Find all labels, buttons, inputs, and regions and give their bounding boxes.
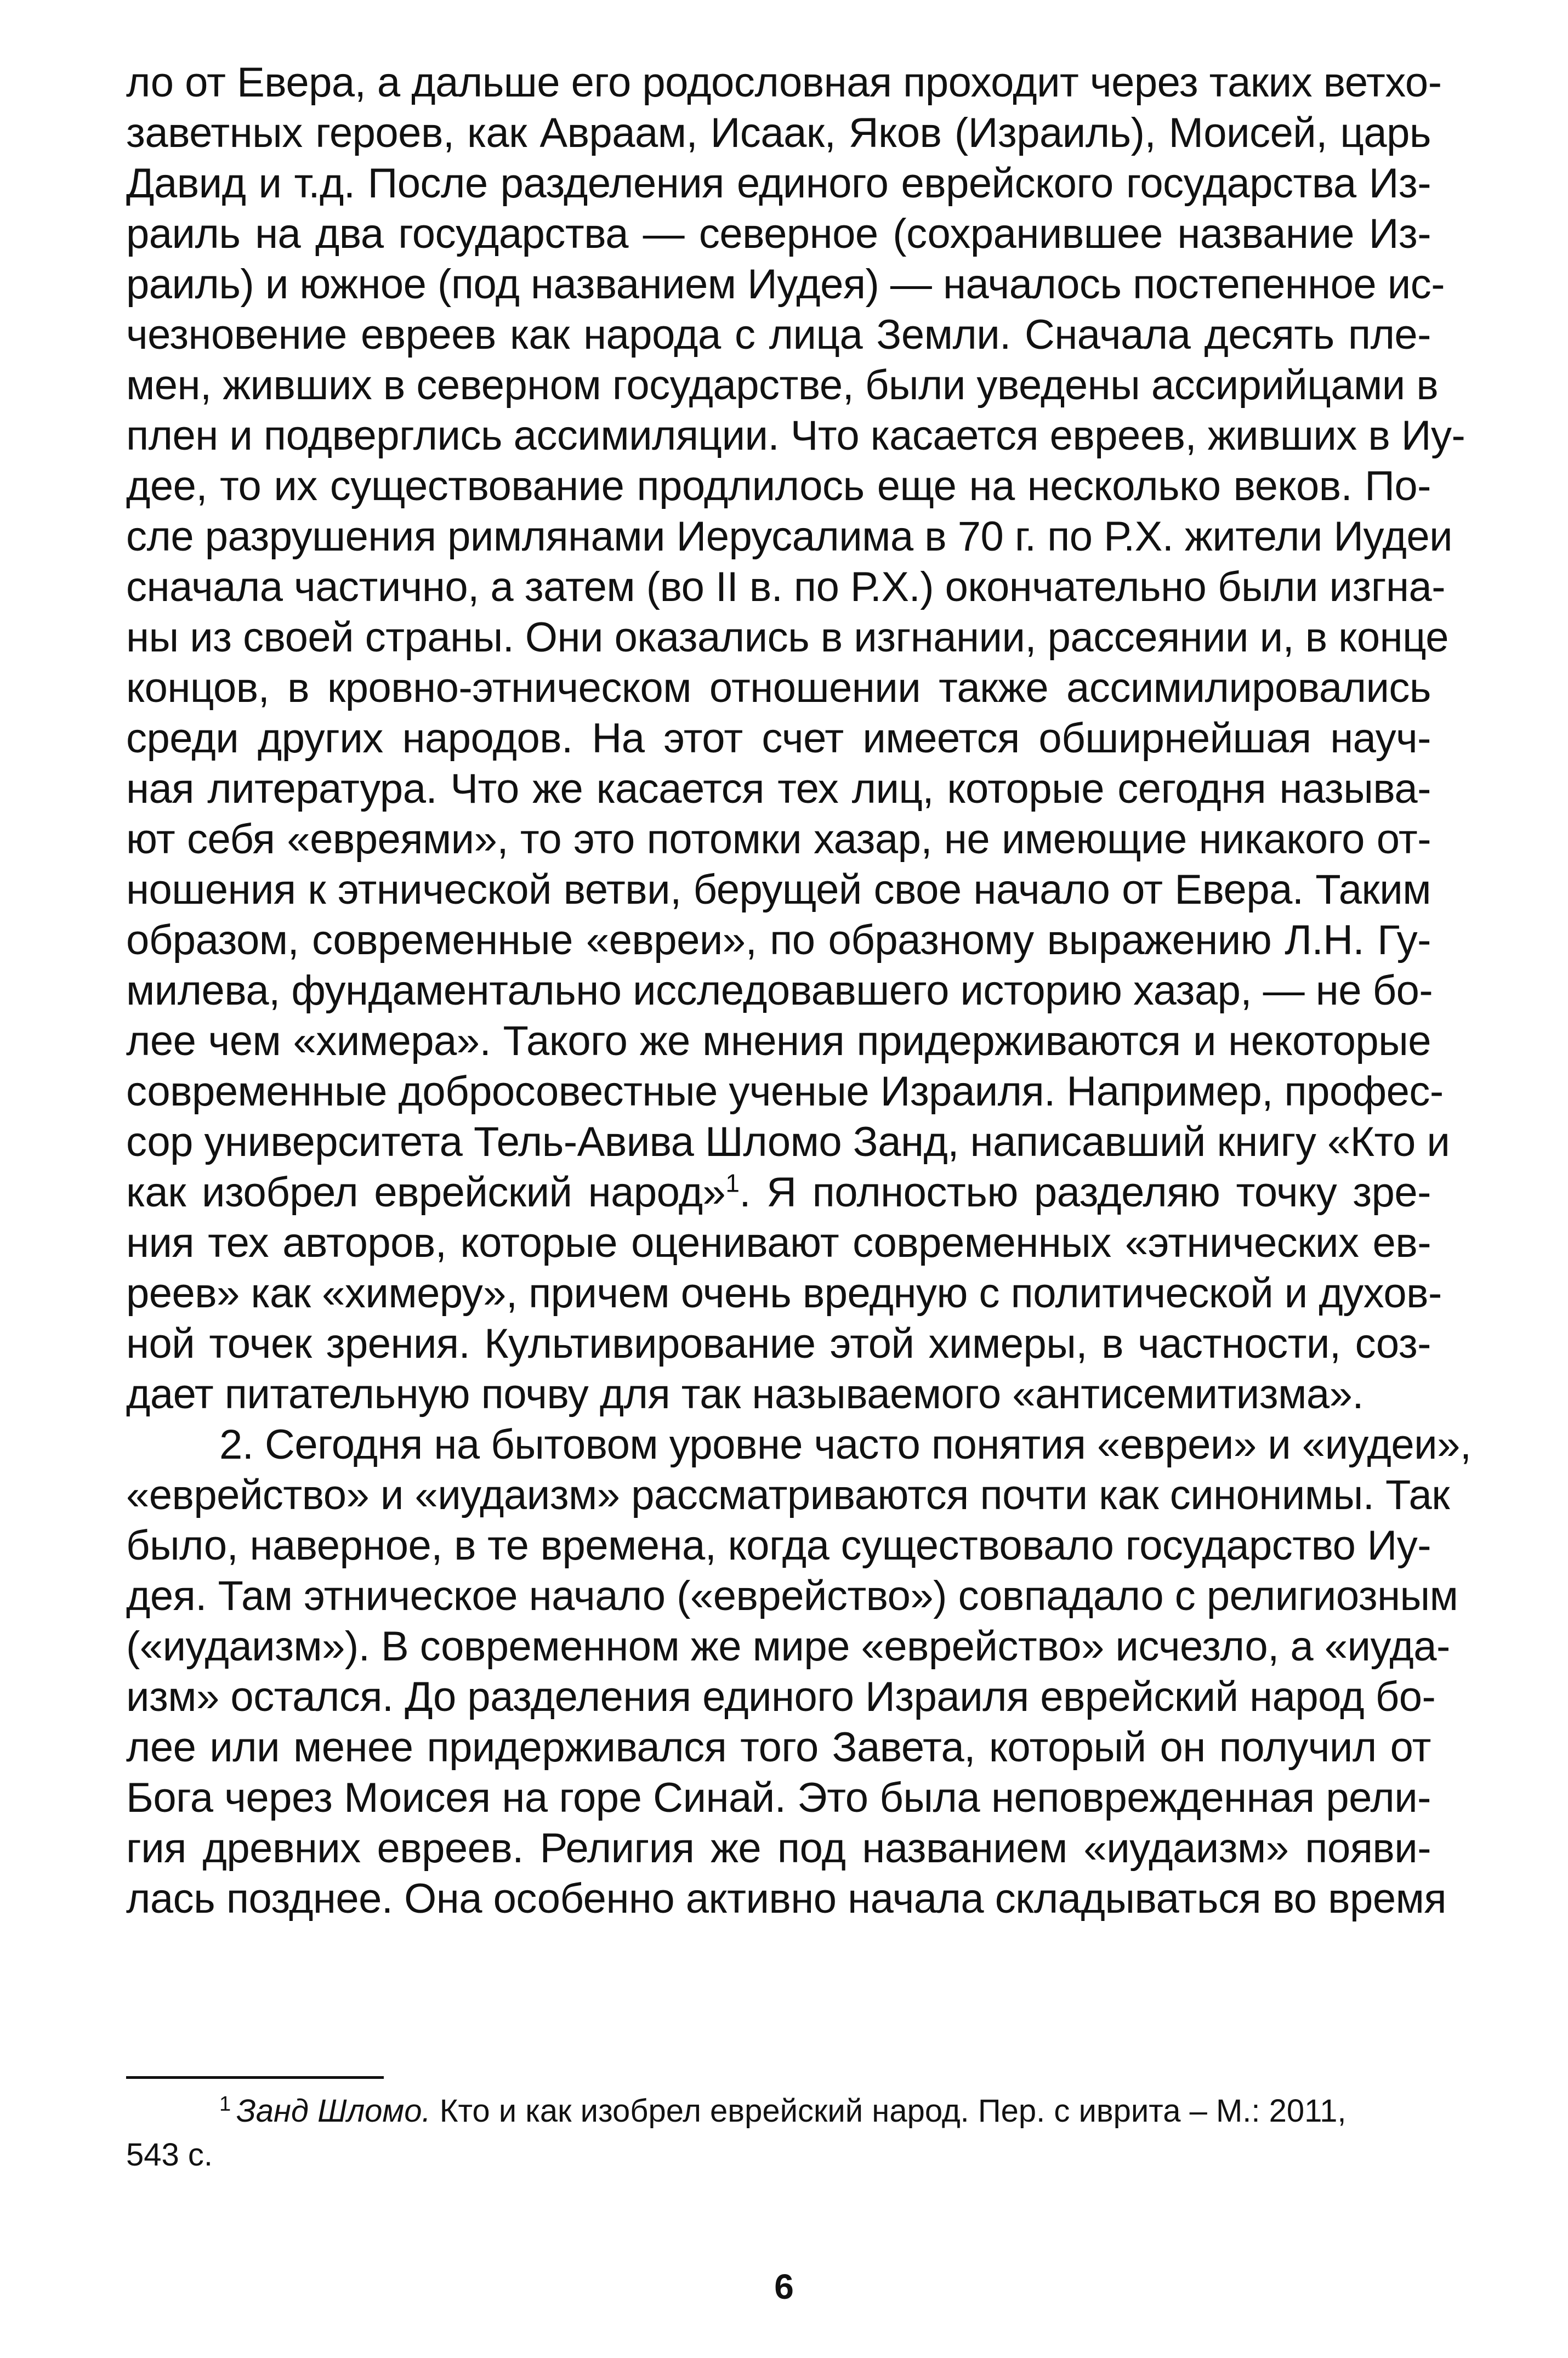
footnote-reference[interactable]: 1 <box>725 1169 740 1198</box>
text-line: ло от Евера, а дальше его родословная проходит через таких ветхо- <box>126 59 1442 106</box>
text-line: ной точек зрения. Культивирование этой химеры, в частности, соз- <box>126 1320 1431 1367</box>
footnote-line: 543 с. <box>126 2137 213 2173</box>
text-line: дее, то их существование продлилось еще на несколько веков. По- <box>126 463 1431 509</box>
footnote-text: Кто и как изобрел еврейский народ. Пер. с иврита – М.: 2011, <box>430 2093 1347 2129</box>
text-segment: . Я полностью разделяю точку зре- <box>739 1169 1431 1216</box>
footnote-divider <box>126 2076 384 2079</box>
text-line: раиль на два государства — северное (сохранившее название Из- <box>126 211 1431 257</box>
text-line: ют себя «евреями», то это потомки хазар, не имеющие никакого от- <box>126 816 1431 863</box>
text-line: Давид и т.д. После разделения единого еврейского государства Из- <box>126 160 1431 207</box>
text-line: («иудаизм»). В современном же мире «еврейство» исчезло, а «иуда- <box>126 1623 1450 1670</box>
text-line: лее или менее придерживался того Завета, который он получил от <box>126 1724 1431 1771</box>
text-line: раиль) и южное (под названием Иудея) — началось постепенное ис- <box>126 261 1445 308</box>
text-line: чезновение евреев как народа с лица Земли. Сначала десять пле- <box>126 311 1431 358</box>
text-line: сначала частично, а затем (во II в. по Р.Х.) окончательно были изгна- <box>126 564 1446 610</box>
text-segment: как изобрел еврейский народ» <box>126 1169 726 1216</box>
text-line: сор университета Тель-Авива Шломо Занд, написавший книгу «Кто и <box>126 1119 1450 1165</box>
footnote-marker: 1 <box>219 2092 231 2116</box>
text-line: изм» остался. До разделения единого Израиля еврейский народ бо- <box>126 1674 1436 1720</box>
text-line: среди других народов. На этот счет имеется обширнейшая науч- <box>126 715 1431 762</box>
page-number: 6 <box>774 2267 794 2306</box>
text-line: «еврейство» и «иудаизм» рассматриваются почти как синонимы. Так <box>126 1472 1450 1518</box>
text-line: образом, современные «евреи», по образному выражению Л.Н. Гу- <box>126 917 1431 963</box>
paragraph-end-line: дает питательную почву для так называемого «антисемитизма». <box>126 1371 1364 1418</box>
text-line: дея. Там этническое начало («еврейство») совпадало с религиозным <box>126 1573 1458 1619</box>
text-line: мен, живших в северном государстве, были уведены ассирийцами в <box>126 362 1439 409</box>
text-line: концов, в кровно-этническом отношении также ассимилировались <box>126 665 1431 711</box>
text-line: гия древних евреев. Религия же под названием «иудаизм» появи- <box>126 1825 1431 1872</box>
text-line: реев» как «химеру», причем очень вредную с политической и духов- <box>126 1270 1442 1317</box>
text-line: лее чем «химера». Такого же мнения придерживаются и некоторые <box>126 1018 1431 1064</box>
text-line: лась позднее. Она особенно активно начала складываться во время <box>126 1875 1446 1922</box>
text-line: современные добросовестные ученые Израиля. Например, профес- <box>126 1068 1444 1115</box>
text-line: плен и подверглись ассимиляции. Что касается евреев, живших в Иу- <box>126 412 1465 459</box>
text-line: сле разрушения римлянами Иерусалима в 70 г. по Р.Х. жители Иудеи <box>126 513 1453 560</box>
text-line: милева, фундаментально исследовавшего историю хазар, — не бо- <box>126 967 1433 1014</box>
footnote <box>126 2089 1431 2177</box>
text-line-with-footnote-ref <box>126 1167 1431 1218</box>
footnote-author: Занд Шломо. <box>236 2093 431 2129</box>
text-line: заветных героев, как Авраам, Исаак, Яков (Израиль), Моисей, царь <box>126 110 1431 156</box>
text-line: было, наверное, в те времена, когда существовало государство Иу- <box>126 1522 1431 1569</box>
footnote-line <box>126 2089 1431 2133</box>
text-line: ния тех авторов, которые оценивают современных «этнических ев- <box>126 1220 1431 1266</box>
text-line: ная литература. Что же касается тех лиц, которые сегодня называ- <box>126 766 1431 812</box>
text-line: Бога через Моисея на горе Синай. Это была неповрежденная рели- <box>126 1775 1431 1821</box>
text-line: ны из своей страны. Они оказались в изгнании, рассеянии и, в конце <box>126 614 1449 661</box>
text-line: ношения к этнической ветви, берущей свое начало от Евера. Таким <box>126 866 1431 913</box>
paragraph-start-line: 2. Сегодня на бытовом уровне часто понятия «евреи» и «иудеи», <box>219 1421 1472 1468</box>
body-text <box>126 58 1472 1924</box>
